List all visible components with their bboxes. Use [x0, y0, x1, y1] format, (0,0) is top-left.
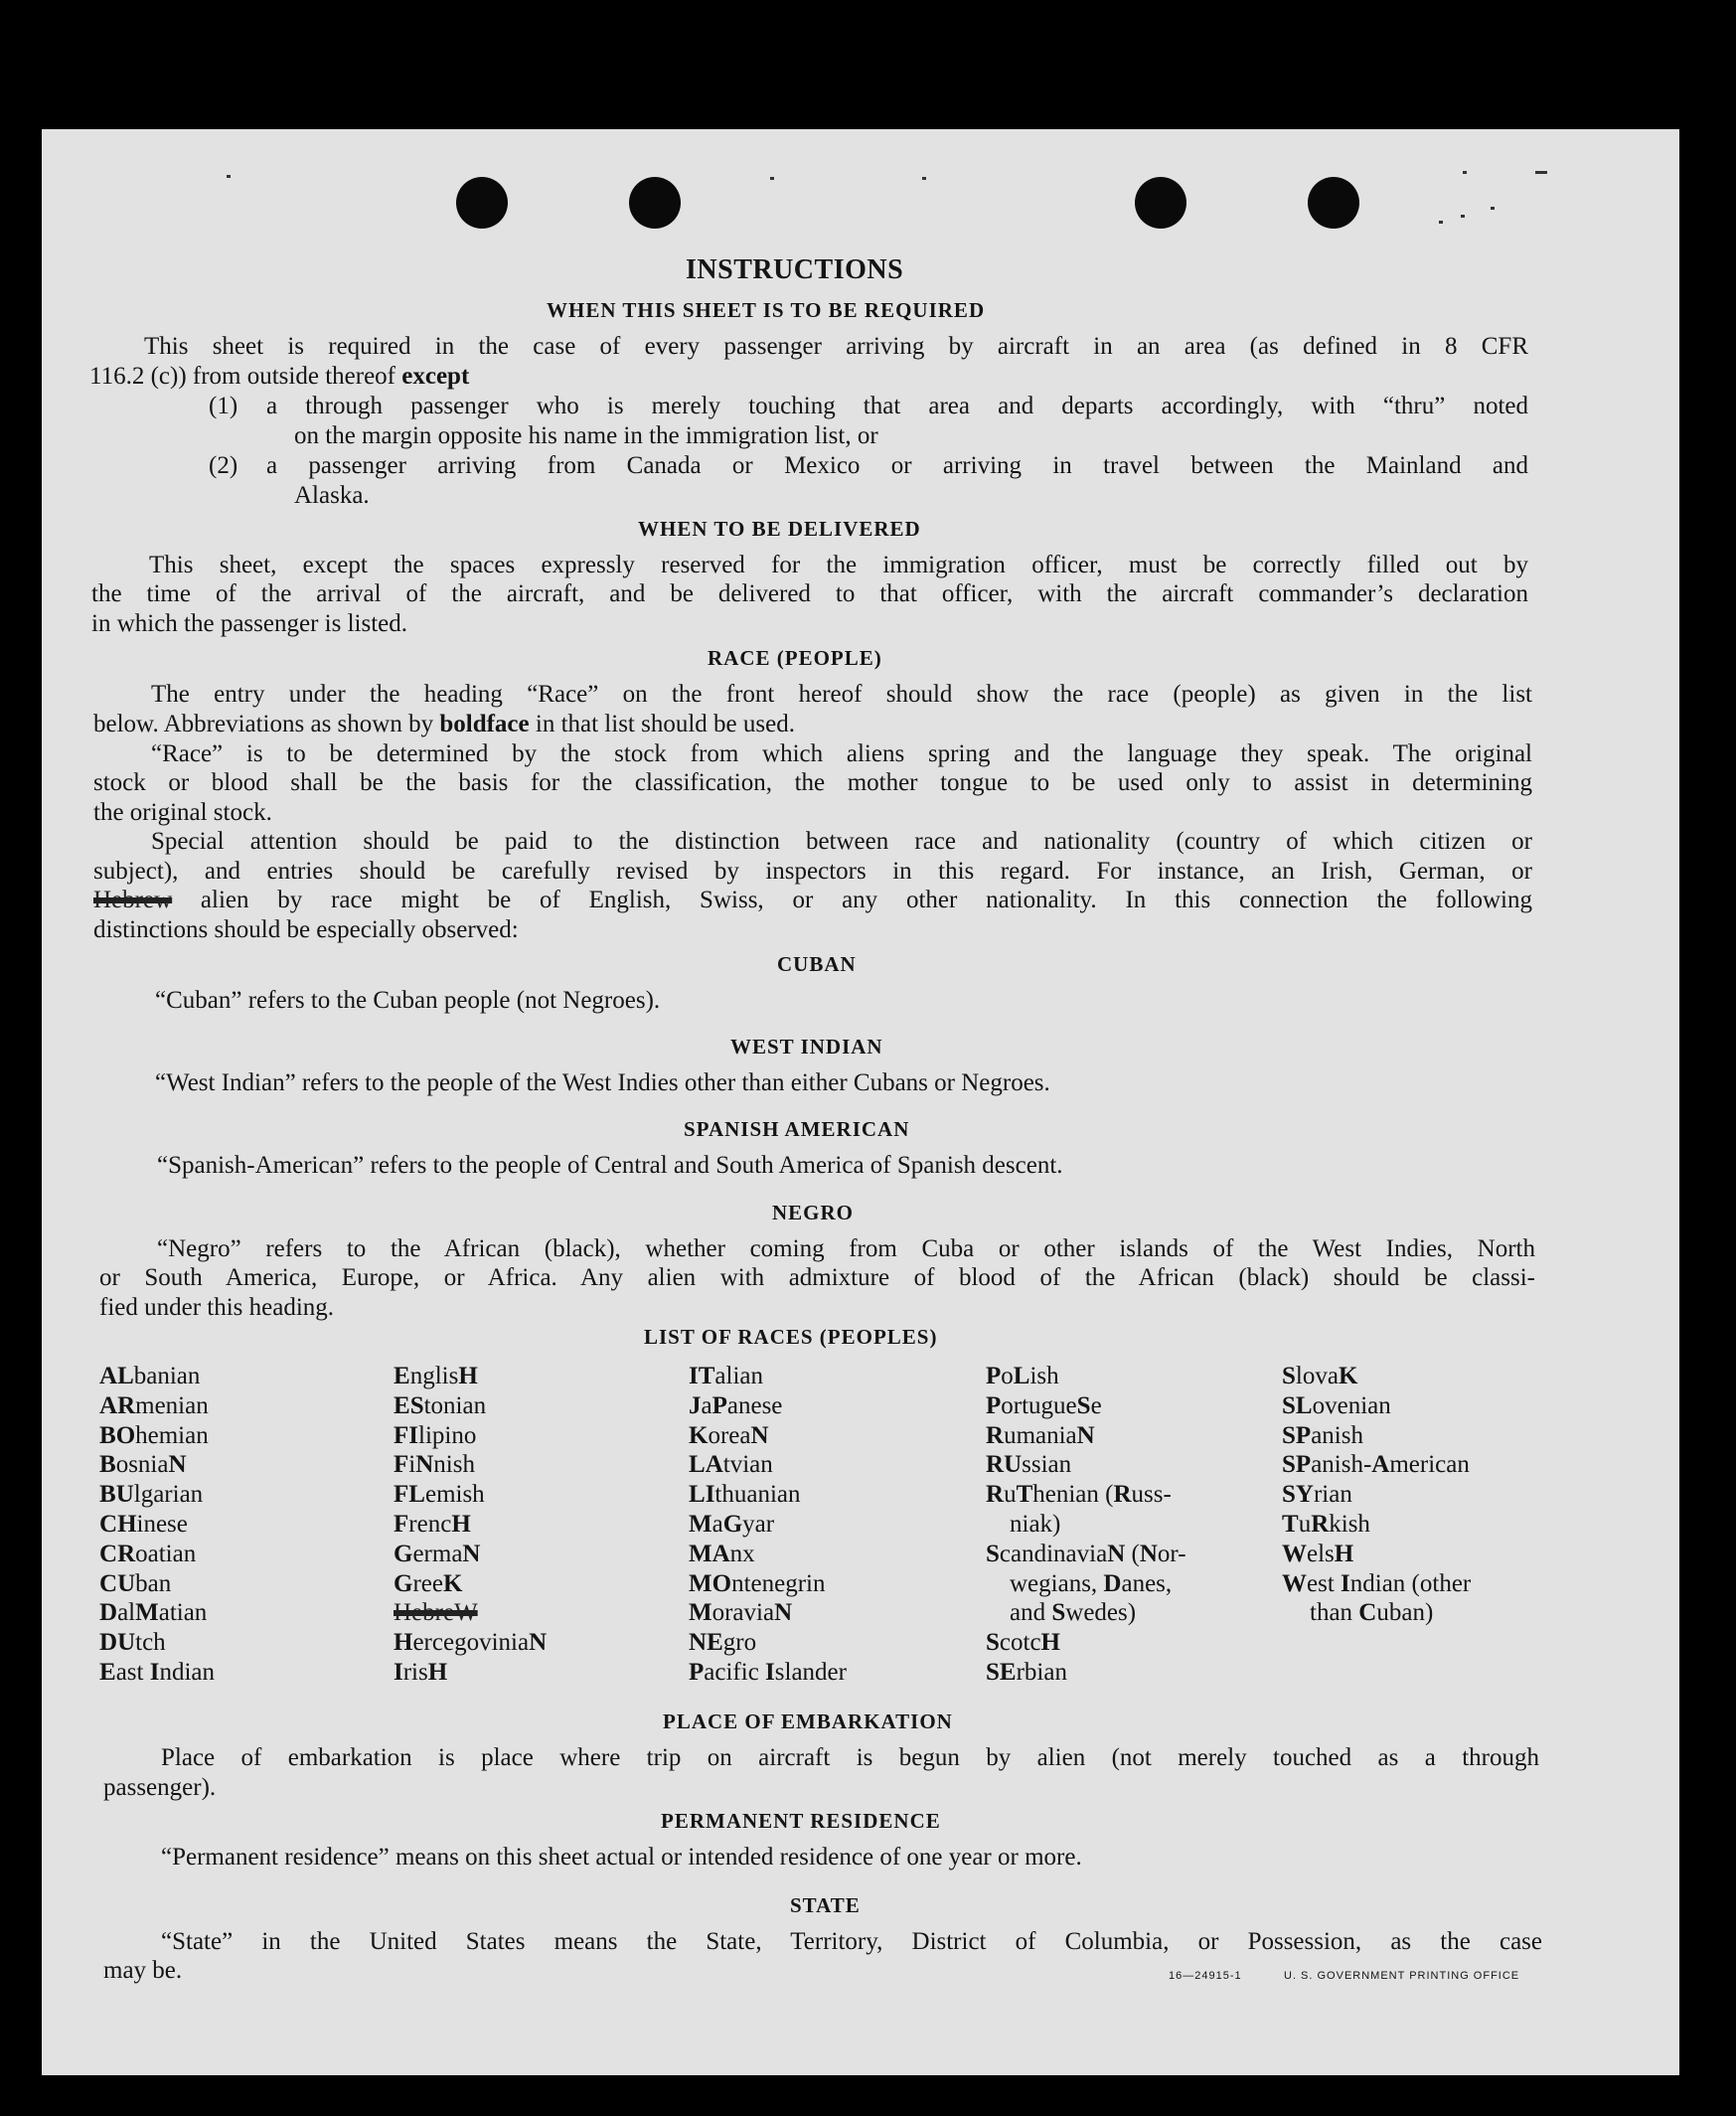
- race-entry: NEgro: [689, 1629, 757, 1657]
- text-line: passenger).: [103, 1774, 217, 1801]
- race-entry: WelsH: [1282, 1540, 1354, 1567]
- race-entry: FLemish: [394, 1481, 485, 1509]
- text-line: “West Indian” refers to the people of the West Indies other than either Cubans or Negroes.: [155, 1069, 1050, 1096]
- race-entry: GreeK: [394, 1569, 463, 1597]
- race-entry: Pacific Islander: [689, 1658, 847, 1686]
- race-entry: MoraviaN: [689, 1599, 793, 1627]
- text-line: Hebrew alien by race might be of English, Swiss, or any other nationality. In this connection the following: [93, 887, 1532, 913]
- text-line: on the margin opposite his name in the immigration list, or: [294, 422, 878, 449]
- race-entry: MOntenegrin: [689, 1569, 826, 1597]
- race-entry: and Swedes): [1010, 1599, 1137, 1627]
- race-entry: KoreaN: [689, 1421, 769, 1449]
- heading-state: STATE: [790, 1893, 861, 1917]
- race-column: [394, 1362, 547, 1688]
- race-entry: BUlgarian: [99, 1481, 204, 1509]
- page-title: INSTRUCTIONS: [686, 254, 904, 285]
- race-entry: DalMatian: [99, 1599, 208, 1627]
- heading-when-delivered: WHEN TO BE DELIVERED: [638, 517, 921, 541]
- text-line: “Permanent residence” means on this sheet actual or intended residence of one year or more.: [161, 1844, 1082, 1871]
- text-line: “Spanish-American” refers to the people of Central and South America of Spanish descent.: [157, 1152, 1063, 1179]
- text-line: may be.: [103, 1957, 183, 1984]
- text-line: “Cuban” refers to the Cuban people (not Negroes).: [155, 987, 661, 1014]
- race-entry: PortugueSe: [986, 1391, 1102, 1419]
- speck: [1439, 221, 1443, 224]
- struck-word: Hebrew: [93, 887, 173, 913]
- race-entry: TuRkish: [1282, 1510, 1370, 1538]
- race-entry: niak): [1010, 1510, 1061, 1538]
- heading-when-required: WHEN THIS SHEET IS TO BE REQUIRED: [547, 298, 986, 322]
- text-line: distinctions should be especially observed:: [93, 916, 519, 943]
- text-line: the time of the arrival of the aircraft, and be delivered to that officer, with the aircraft commander’s declaration: [91, 580, 1528, 607]
- speck: [1463, 171, 1467, 174]
- race-entry: SlovaK: [1282, 1363, 1358, 1389]
- item-number: (1): [209, 393, 238, 419]
- text-line: Alaska.: [294, 482, 370, 509]
- speck: [770, 177, 774, 180]
- race-entry: JaPanese: [689, 1391, 783, 1419]
- race-column: [689, 1362, 847, 1688]
- punch-hole: [1308, 177, 1359, 229]
- text-line: This sheet is required in the case of every passenger arriving by aircraft in an area (as defined in 8 CFR: [144, 333, 1528, 360]
- race-entry: BOhemian: [99, 1421, 209, 1449]
- printer-credit: U. S. GOVERNMENT PRINTING OFFICE: [1284, 1970, 1520, 1982]
- race-entry: SYrian: [1282, 1481, 1352, 1509]
- race-column: [1282, 1362, 1471, 1628]
- race-entry: LIthuanian: [689, 1481, 801, 1509]
- race-entry: IrisH: [394, 1658, 448, 1686]
- race-entry: ITalian: [689, 1363, 764, 1389]
- text-line: “Race” is to be determined by the stock from which aliens spring and the language they speak. The original: [151, 740, 1532, 767]
- text-line: below. Abbreviations as shown by boldface in that list should be used.: [93, 711, 795, 737]
- speck: [1491, 207, 1495, 210]
- text-line: in which the passenger is listed.: [91, 610, 407, 637]
- heading-race: RACE (PEOPLE): [708, 646, 882, 670]
- race-entry: ALbanian: [99, 1363, 201, 1389]
- race-entry: MAnx: [689, 1540, 755, 1567]
- punch-hole: [1135, 177, 1186, 229]
- race-entry: GermaN: [394, 1540, 481, 1567]
- text-line: the original stock.: [93, 799, 272, 826]
- race-entry: SLovenian: [1282, 1391, 1391, 1419]
- text-line: fied under this heading.: [99, 1294, 335, 1321]
- race-entry: FIlipino: [394, 1421, 477, 1449]
- race-column: [99, 1362, 215, 1688]
- race-entry: CHinese: [99, 1510, 188, 1538]
- race-entry: SErbian: [986, 1658, 1067, 1686]
- race-entry: LAtvian: [689, 1451, 773, 1479]
- text-line: subject), and entries should be carefully revised by inspectors in this regard. For instance, an Irish, German, or: [93, 858, 1532, 885]
- race-entry: CRoatian: [99, 1540, 197, 1567]
- race-entry: EStonian: [394, 1391, 487, 1419]
- race-entry: FiNnish: [394, 1451, 475, 1479]
- punch-hole: [456, 177, 508, 229]
- text-line: a passenger arriving from Canada or Mexico or arriving in travel between the Mainland and: [266, 452, 1528, 479]
- race-entry: CUban: [99, 1569, 172, 1597]
- heading-spanish-american: SPANISH AMERICAN: [684, 1117, 910, 1141]
- text-line: “Negro” refers to the African (black), whether coming from Cuba or other islands of the West Indies, North: [157, 1235, 1535, 1262]
- text-line: stock or blood shall be the basis for the classification, the mother tongue to be used only to assist in determining: [93, 769, 1532, 796]
- heading-west-indian: WEST INDIAN: [730, 1035, 883, 1058]
- race-column: [986, 1362, 1186, 1688]
- text-line: “State” in the United States means the State, Territory, District of Columbia, or Possession, as the case: [161, 1928, 1542, 1955]
- text-line: a through passenger who is merely touching that area and departs accordingly, with “thru” noted: [266, 393, 1528, 419]
- speck: [227, 175, 231, 178]
- race-entry: BosniaN: [99, 1451, 187, 1479]
- race-entry: SPanish: [1282, 1421, 1363, 1449]
- race-entry: ARmenian: [99, 1391, 209, 1419]
- race-entry: HebreW: [394, 1599, 478, 1627]
- text-line: 116.2 (c)) from outside thereof except: [89, 363, 470, 390]
- race-entry: West Indian (other: [1282, 1569, 1472, 1597]
- race-entry: ScotcH: [986, 1629, 1060, 1657]
- race-entry: ScandinaviaN (Nor-: [986, 1540, 1186, 1567]
- race-entry: RUssian: [986, 1451, 1072, 1479]
- text-line: Special attention should be paid to the distinction between race and nationality (country of which citizen or: [151, 828, 1532, 855]
- race-entry: EnglisH: [394, 1363, 478, 1389]
- race-entry: RuThenian (Russ-: [986, 1481, 1172, 1509]
- heading-cuban: CUBAN: [777, 952, 857, 976]
- text-line: The entry under the heading “Race” on the front hereof should show the race (people) as given in the list: [151, 681, 1532, 708]
- text-line: or South America, Europe, or Africa. Any alien with admixture of blood of the African (black) should be classi-: [99, 1264, 1535, 1291]
- race-entry: DUtch: [99, 1629, 166, 1657]
- race-entry: MaGyar: [689, 1510, 775, 1538]
- heading-list-of-races: LIST OF RACES (PEOPLES): [644, 1325, 938, 1349]
- punch-hole: [629, 177, 681, 229]
- heading-permanent-residence: PERMANENT RESIDENCE: [661, 1809, 941, 1833]
- heading-place-of-embarkation: PLACE OF EMBARKATION: [663, 1709, 953, 1733]
- race-entry: FrencH: [394, 1510, 471, 1538]
- race-entry: SPanish-American: [1282, 1451, 1470, 1479]
- item-number: (2): [209, 452, 238, 479]
- race-entry: East Indian: [99, 1658, 215, 1686]
- speck: [922, 177, 926, 180]
- speck: [1461, 215, 1465, 218]
- heading-negro: NEGRO: [772, 1201, 855, 1224]
- race-entry: than Cuban): [1310, 1599, 1434, 1627]
- race-entry: wegians, Danes,: [1010, 1569, 1173, 1597]
- race-entry: PoLish: [986, 1363, 1059, 1389]
- race-entry: RumaniaN: [986, 1421, 1095, 1449]
- speck: [1535, 171, 1547, 174]
- text-line: This sheet, except the spaces expressly reserved for the immigration officer, must be correctly filled out by: [149, 552, 1528, 578]
- race-entry: HercegoviniaN: [394, 1629, 548, 1657]
- text-line: Place of embarkation is place where trip on aircraft is begun by alien (not merely touched as a through: [161, 1744, 1539, 1771]
- form-number: 16—24915-1: [1169, 1970, 1242, 1982]
